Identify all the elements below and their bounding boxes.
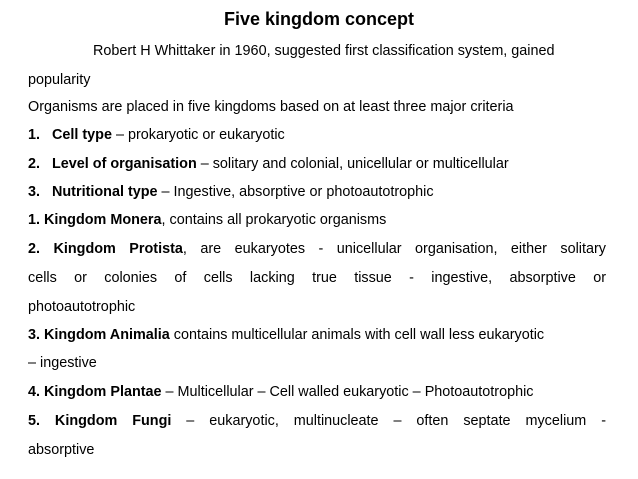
criterion-cell-type — [28, 126, 606, 144]
kingdom-animalia-line-2: – ingestive — [28, 355, 97, 371]
kingdom-monera — [28, 211, 606, 229]
criterion-label: Level of organisation — [52, 156, 197, 172]
intro-line-1: Robert H Whittaker in 1960, suggested first classification system, gained — [93, 43, 555, 59]
kingdom-text: – eukaryotic, multinucleate – often septate mycelium - — [171, 413, 606, 429]
criteria-intro: Organisms are placed in five kingdoms based on at least three major criteria — [28, 99, 514, 115]
criterion-text: – Ingestive, absorptive or photoautotrophic — [157, 184, 434, 200]
kingdom-label: 2. Kingdom Protista — [28, 241, 183, 257]
kingdom-text: contains multicellular animals with cell wall less eukaryotic — [169, 327, 545, 343]
criterion-number: 2. — [28, 156, 41, 172]
kingdom-fungi-line-2: absorptive — [28, 442, 95, 458]
criterion-label: Cell type — [52, 127, 112, 143]
criterion-text: – prokaryotic or eukaryotic — [111, 127, 285, 143]
kingdom-protista-line-2: cells or colonies of cells lacking true tissue - ingestive, absorptive or — [28, 270, 606, 286]
kingdom-plantae — [28, 383, 606, 401]
kingdom-animalia — [28, 326, 606, 344]
kingdom-label: 4. Kingdom Plantae — [28, 384, 162, 400]
kingdom-text: , are eukaryotes - unicellular organisation, either solitary — [182, 241, 606, 257]
kingdom-text: , contains all prokaryotic organisms — [161, 212, 387, 228]
criterion-text: – solitary and colonial, unicellular or multicellular — [196, 156, 509, 172]
criterion-number: 3. — [28, 184, 41, 200]
kingdom-protista-line-3: photoautotrophic — [28, 299, 136, 315]
intro-line-2: popularity — [28, 72, 91, 88]
page-title: Five kingdom concept — [223, 9, 415, 29]
criterion-number: 1. — [28, 127, 41, 143]
criterion-label: Nutritional type — [52, 184, 158, 200]
kingdom-label: 5. Kingdom Fungi — [28, 413, 172, 429]
kingdom-fungi — [28, 412, 606, 430]
kingdom-text: – Multicellular – Cell walled eukaryotic – Photoautotrophic — [161, 384, 534, 400]
criterion-level-of-organisation — [28, 155, 606, 173]
kingdom-protista — [28, 240, 606, 258]
kingdom-label: 1. Kingdom Monera — [28, 212, 162, 228]
criterion-nutritional-type — [28, 183, 606, 201]
kingdom-label: 3. Kingdom Animalia — [28, 327, 170, 343]
